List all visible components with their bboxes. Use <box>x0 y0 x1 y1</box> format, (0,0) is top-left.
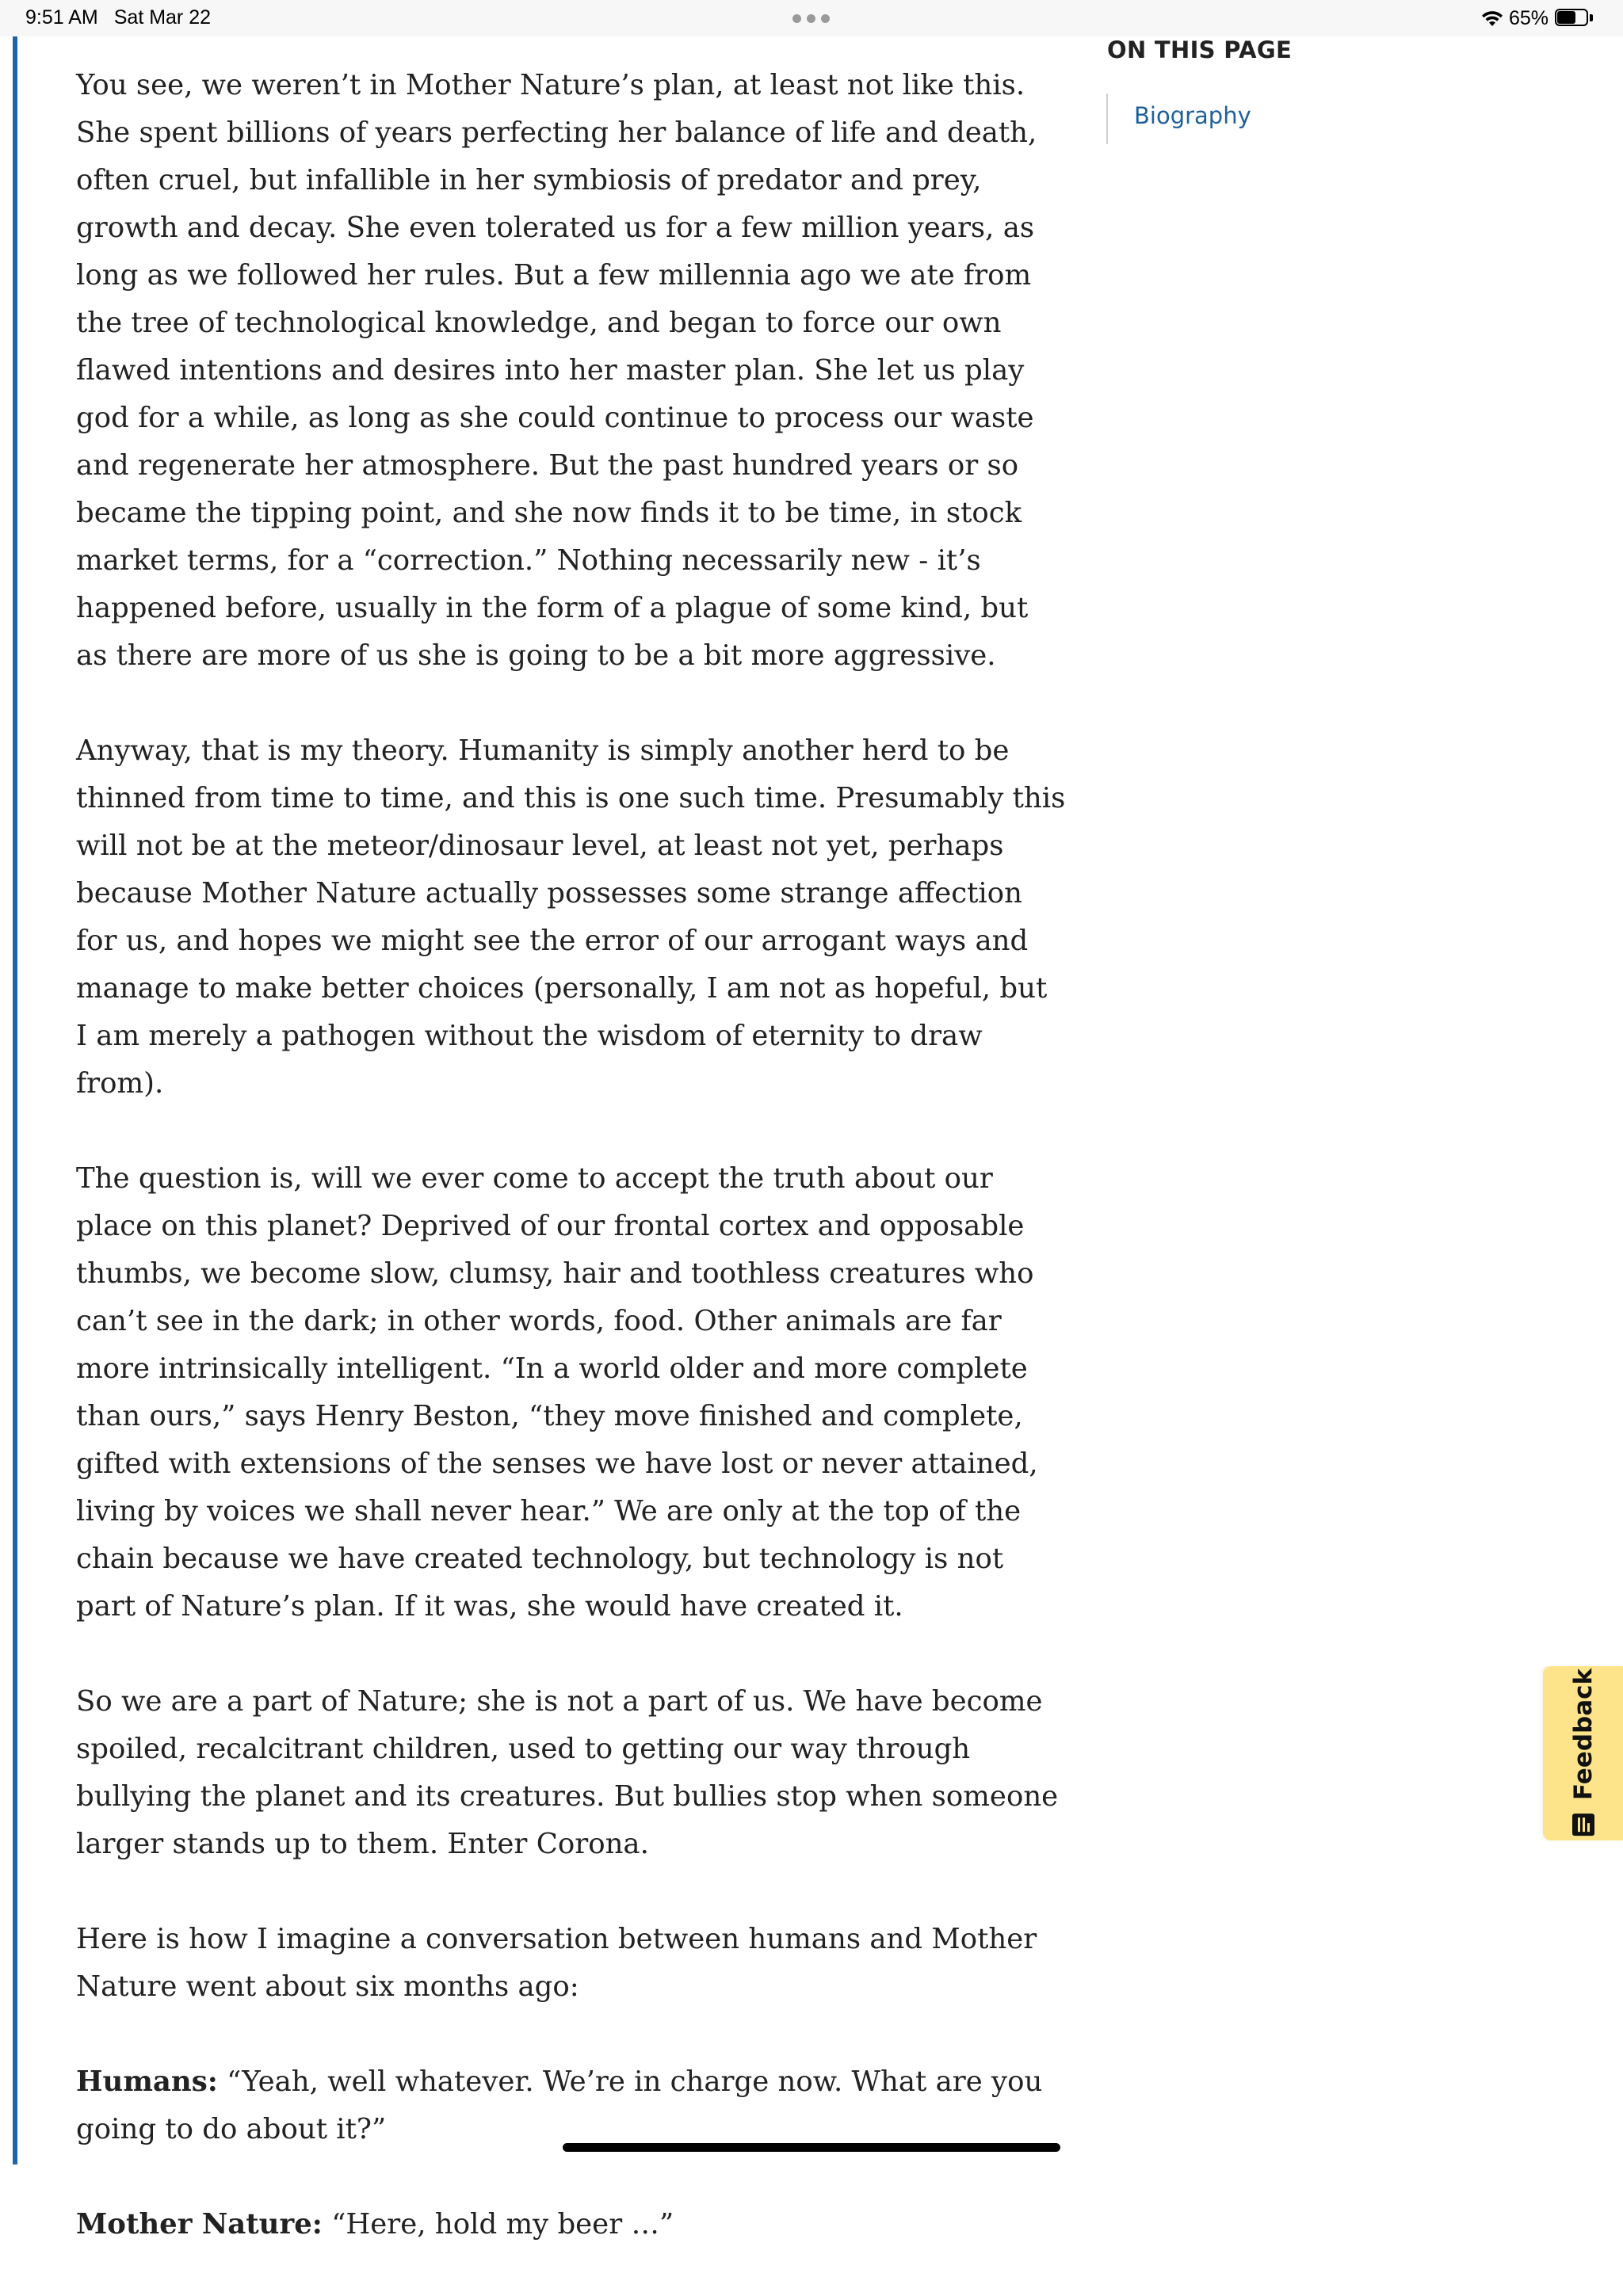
dialog-line-mother-nature <box>76 2201 1067 2248</box>
status-bar <box>0 0 1623 36</box>
dialog-quote: “Yeah, well whatever. We’re in charge now. What are you going to do about it?” <box>76 2065 1043 2145</box>
status-indicators <box>1480 6 1594 30</box>
battery-fill <box>1557 11 1575 24</box>
article-body <box>76 62 1067 2296</box>
status-clock: 9:51 AM <box>25 6 98 29</box>
dialog-speaker: Humans: <box>76 2065 218 2098</box>
status-date: Sat Mar 22 <box>113 6 212 29</box>
wifi-icon <box>1480 9 1504 28</box>
dialog-quote: “Here, hold my beer …” <box>331 2208 674 2241</box>
dialog-line-humans <box>76 2058 1067 2153</box>
feedback-button[interactable] <box>1543 1666 1623 1840</box>
article-paragraph: You see, we weren’t in Mother Nature’s plan, at least not like this. She spent billions of years perfecting her balance of life and death, often cruel, but infallible in her symbiosis of predator and prey, growth and decay. She even tolerated us for a few million years, as long as we followed her rules. But a few millennia ago we ate from the tree of technological knowledge, and began to force our own flawed intentions and desires into her master plan. She let us play god for a while, as long as she could continue to process our waste and regenerate her atmosphere. But the past hundred years or so became the tipping point, and she now finds it to be time, in stock market terms, for a “correction.” Nothing necessarily new - it’s happened before, usually in the form of a plague of some kind, but as there are more of us she is going to be a bit more aggressive. <box>76 69 1037 672</box>
toc-link-biography[interactable]: Biography <box>1134 102 1251 129</box>
dialog-speaker: Mother Nature: <box>76 2208 323 2241</box>
article-paragraph: So we are a part of Nature; she is not a part of us. We have become spoiled, recalcitrant children, used to getting our way through bullying the planet and its creatures. But bullies stop when someone larger stands up to them. Enter Corona. <box>76 1685 1059 1860</box>
feedback-content <box>1569 1669 1598 1838</box>
multitasking-dots-icon[interactable] <box>792 14 831 24</box>
battery-percent: 65% <box>1508 6 1549 29</box>
feedback-label: Feedback <box>1568 1668 1598 1801</box>
article-paragraph: Here is how I imagine a conversation between humans and Mother Nature went about six months ago: <box>76 1923 1037 2003</box>
article-paragraph: Anyway, that is my theory. Humanity is simply another herd to be thinned from time to time, and this is one such time. Presumably this will not be at the meteor/dinosaur level, at least not yet, perhaps because Mother Nature actually possesses some strange affection for us, and hopes we might see the error of our arrogant ways and manage to make better choices (personally, I am not as hopeful, but I am merely a pathogen without the wisdom of eternity to draw from). <box>76 734 1066 1100</box>
home-indicator[interactable] <box>563 2143 1060 2152</box>
toc-heading: ON THIS PAGE <box>1107 36 1293 63</box>
feedback-icon <box>1570 1811 1597 1838</box>
battery-icon <box>1555 9 1594 28</box>
status-time <box>25 6 211 29</box>
toc-list <box>1106 93 1251 144</box>
article-accent-bar <box>13 36 17 2164</box>
article-paragraph: The question is, will we ever come to accept the truth about our place on this planet? Deprived of our frontal cortex and opposable thumbs, we become slow, clumsy, hair and toothless creatures who can’t see in the dark; in other words, food. Other animals are far more intrinsically intelligent. “In a world older and more complete than ours,” says Henry Beston, “they move finished and complete, gifted with extensions of the senses we have lost or never attained, living by voices we shall never hear.” We are only at the top of the chain because we have created technology, but technology is not part of Nature’s plan. If it was, she would have created it. <box>76 1162 1038 1623</box>
